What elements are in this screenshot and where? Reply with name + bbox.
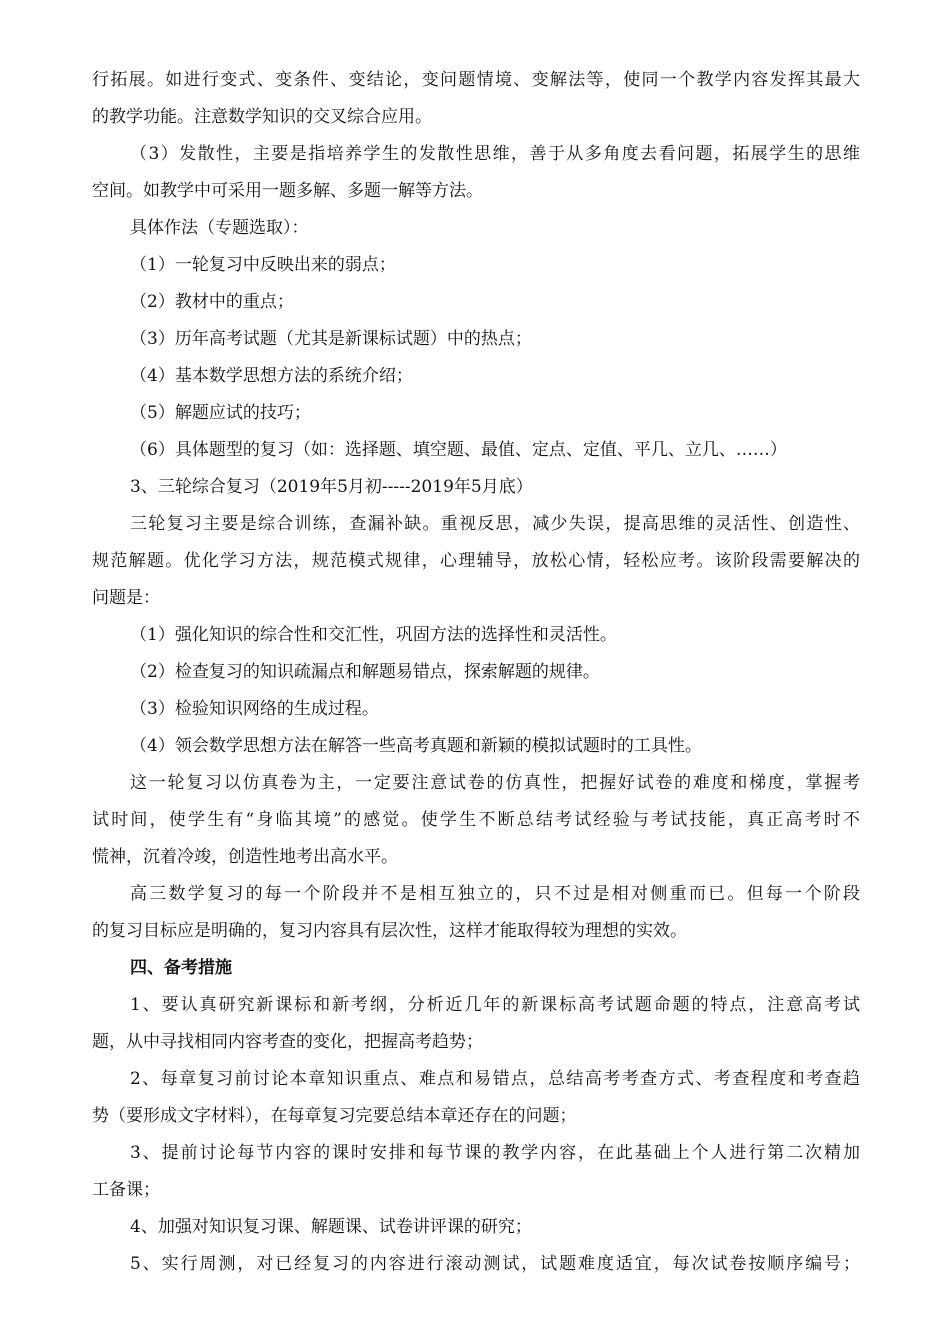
list-item: （3）历年高考试题（尤其是新课标试题）中的热点； [130,329,532,349]
text-line: 2、每章复习前讨论本章知识重点、难点和易错点，总结高考考查方式、考查程度和考查趋 [130,1069,860,1089]
text-line: 题，从中寻找相同内容考查的变化，把握高考趋势； [92,1032,483,1052]
list-item: （1）强化知识的综合性和交汇性，巩固方法的选择性和灵活性。 [130,625,617,645]
text-line: 空间。如教学中可采用一题多解、多题一解等方法。 [92,181,483,201]
text-line: 4、加强对知识复习课、解题课、试卷讲评课的研究； [130,1217,532,1237]
text-line: （3）发散性，主要是指培养学生的发散性思维，善于从多角度去看问题，拓展学生的思维 [130,144,860,164]
list-item: （1）一轮复习中反映出来的弱点； [130,255,396,275]
text-line: 的教学功能。注意数学知识的交叉综合应用。 [92,107,432,127]
text-line: 5、实行周测，对已经复习的内容进行滚动测试，试题难度适宜，每次试卷按顺序编号； [130,1254,860,1274]
list-item: （2）教材中的重点； [130,292,294,312]
text-line: 工备课； [92,1180,160,1200]
list-item: （5）解题应试的技巧； [130,403,311,423]
list-item: （6）具体题型的复习（如：选择题、填空题、最值、定点、定值、平几、立几、……） [130,440,787,460]
document-page [92,62,860,1283]
text-line: 问题是： [92,588,160,608]
text-line: 这一轮复习以仿真卷为主，一定要注意试卷的仿真性，把握好试卷的难度和梯度，掌握考 [130,773,860,793]
text-line: 具体作法（专题选取）： [130,218,309,238]
text-line: 势（要形成文字材料），在每章复习完要总结本章还存在的问题； [92,1106,577,1126]
text-line: 规范解题。优化学习方法，规范模式规律，心理辅导，放松心情，轻松应考。该阶段需要解决的 [92,551,860,571]
text-line: 高三数学复习的每一个阶段并不是相互独立的，只不过是相对侧重而已。但每一个阶段 [130,884,860,904]
text-line: 慌神，沉着冷竣，创造性地考出高水平。 [92,847,398,867]
list-item: （4）领会数学思想方法在解答一些高考真题和新颖的模拟试题时的工具性。 [130,736,702,756]
section-subheading: 3、三轮综合复习（2019年5月初-----2019年5月底） [130,477,533,497]
section-heading: 四、备考措施 [130,958,232,978]
list-item: （4）基本数学思想方法的系统介绍； [130,366,413,386]
list-item: （3）检验知识网络的生成过程。 [130,699,379,719]
text-line: 的复习目标应是明确的，复习内容具有层次性，这样才能取得较为理想的实效。 [92,921,687,941]
text-line: 1、要认真研究新课标和新考纲，分析近几年的新课标高考试题命题的特点，注意高考试 [130,995,860,1015]
text-line: 三轮复习主要是综合训练，查漏补缺。重视反思，减少失误，提高思维的灵活性、创造性、 [130,514,860,534]
list-item: （2）检查复习的知识疏漏点和解题易错点，探索解题的规律。 [130,662,600,682]
text-line: 试时间，使学生有“身临其境”的感觉。使学生不断总结考试经验与考试技能，真正高考时不 [92,810,860,830]
text-line: 行拓展。如进行变式、变条件、变结论，变问题情境、变解法等，使同一个教学内容发挥其最大 [92,70,860,90]
text-line: 3、提前讨论每节内容的课时安排和每节课的教学内容，在此基础上个人进行第二次精加 [130,1143,860,1163]
